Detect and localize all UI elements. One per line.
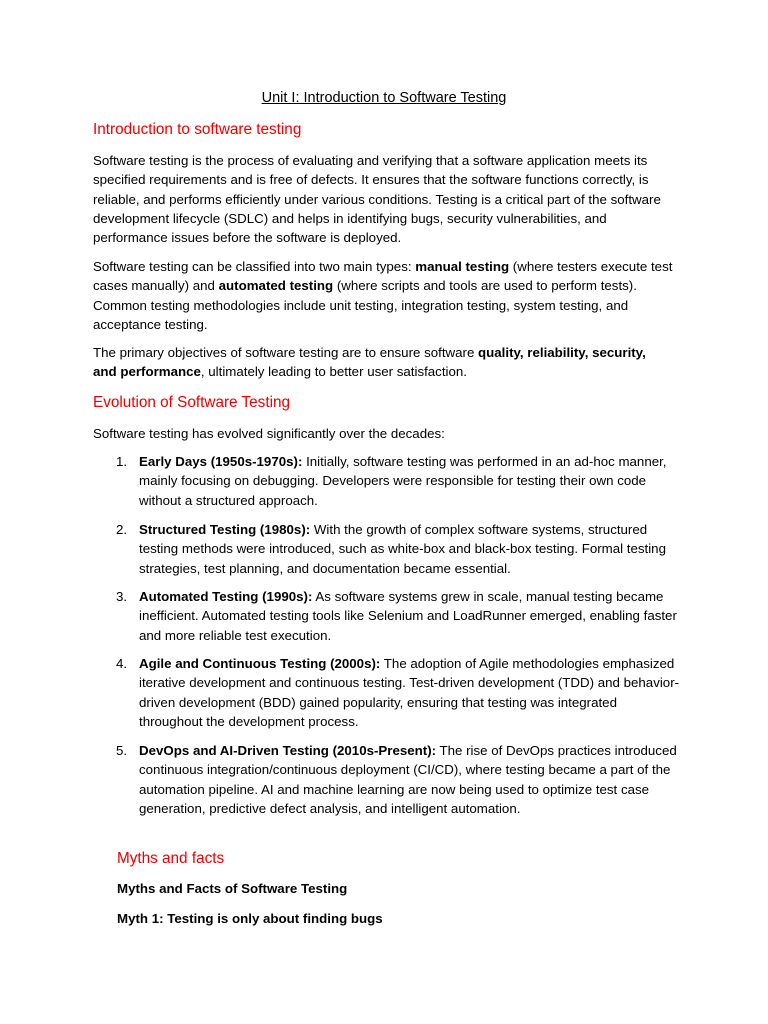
subheading-myth-1: Myth 1: Testing is only about finding bugs	[117, 911, 383, 926]
paragraph-evolution-intro: Software testing has evolved significantly over the decades:	[93, 426, 445, 441]
heading-introduction: Introduction to software testing	[93, 121, 302, 138]
list-item: Structured Testing (1980s): With the growth of complex software systems, structured testing methods were introduced, such as white-box and black-box testing. Formal testing strategies, test planning, and documentation became essential.	[139, 522, 666, 576]
page-title: Unit I: Introduction to Software Testing	[261, 90, 507, 106]
list-number: 2.	[116, 522, 128, 537]
list-item: Agile and Continuous Testing (2000s): The adoption of Agile methodologies emphasized iterative development and continuous testing. Test-driven development (TDD) and behavior-driven development (BDD) gained popularity, ensuring that testing was integrated throughout the development process.	[139, 656, 680, 729]
paragraph-definition: Software testing is the process of evaluating and verifying that a software application meets its specified requirements and is free of defects. It ensures that the software functions correctly, is reliable, and performs efficiently under various conditions. Testing is a critical part of the software development lifecycle (SDLC) and helps in identifying bugs, security vulnerabilities, and performance issues before the software is deployed.	[93, 153, 661, 246]
list-number: 3.	[116, 589, 128, 604]
list-number: 5.	[116, 743, 128, 758]
list-item: DevOps and AI-Driven Testing (2010s-Present): The rise of DevOps practices introduced continuous integration/continuous deployment (CI/CD), where testing became a part of the automation pipeline. AI and machine learning are now being used to optimize test case generation, predictive defect analysis, and intelligent automation.	[139, 743, 677, 816]
paragraph-objectives: The primary objectives of software testing are to ensure software quality, reliability, security, and performance, ultimately leading to better user satisfaction.	[93, 345, 646, 380]
heading-evolution: Evolution of Software Testing	[93, 394, 290, 411]
list-item: Early Days (1950s-1970s): Initially, software testing was performed in an ad-hoc manner, mainly focusing on debugging. Developers were responsible for testing their own code without a structured approach.	[139, 454, 667, 508]
heading-myths: Myths and facts	[117, 850, 225, 867]
list-number: 1.	[116, 454, 128, 469]
list-item: Automated Testing (1990s): As software systems grew in scale, manual testing became inefficient. Automated testing tools like Selenium and LoadRunner emerged, enabling faster and more reliable test execution.	[139, 589, 677, 643]
paragraph-types: Software testing can be classified into two main types: manual testing (where testers execute test cases manually) and automated testing (where scripts and tools are used to perform tests). Common testing methodologies include unit testing, integration testing, system testing, and acceptance testing.	[93, 259, 673, 332]
subheading-myths-facts: Myths and Facts of Software Testing	[117, 881, 348, 896]
list-number: 4.	[116, 656, 128, 671]
